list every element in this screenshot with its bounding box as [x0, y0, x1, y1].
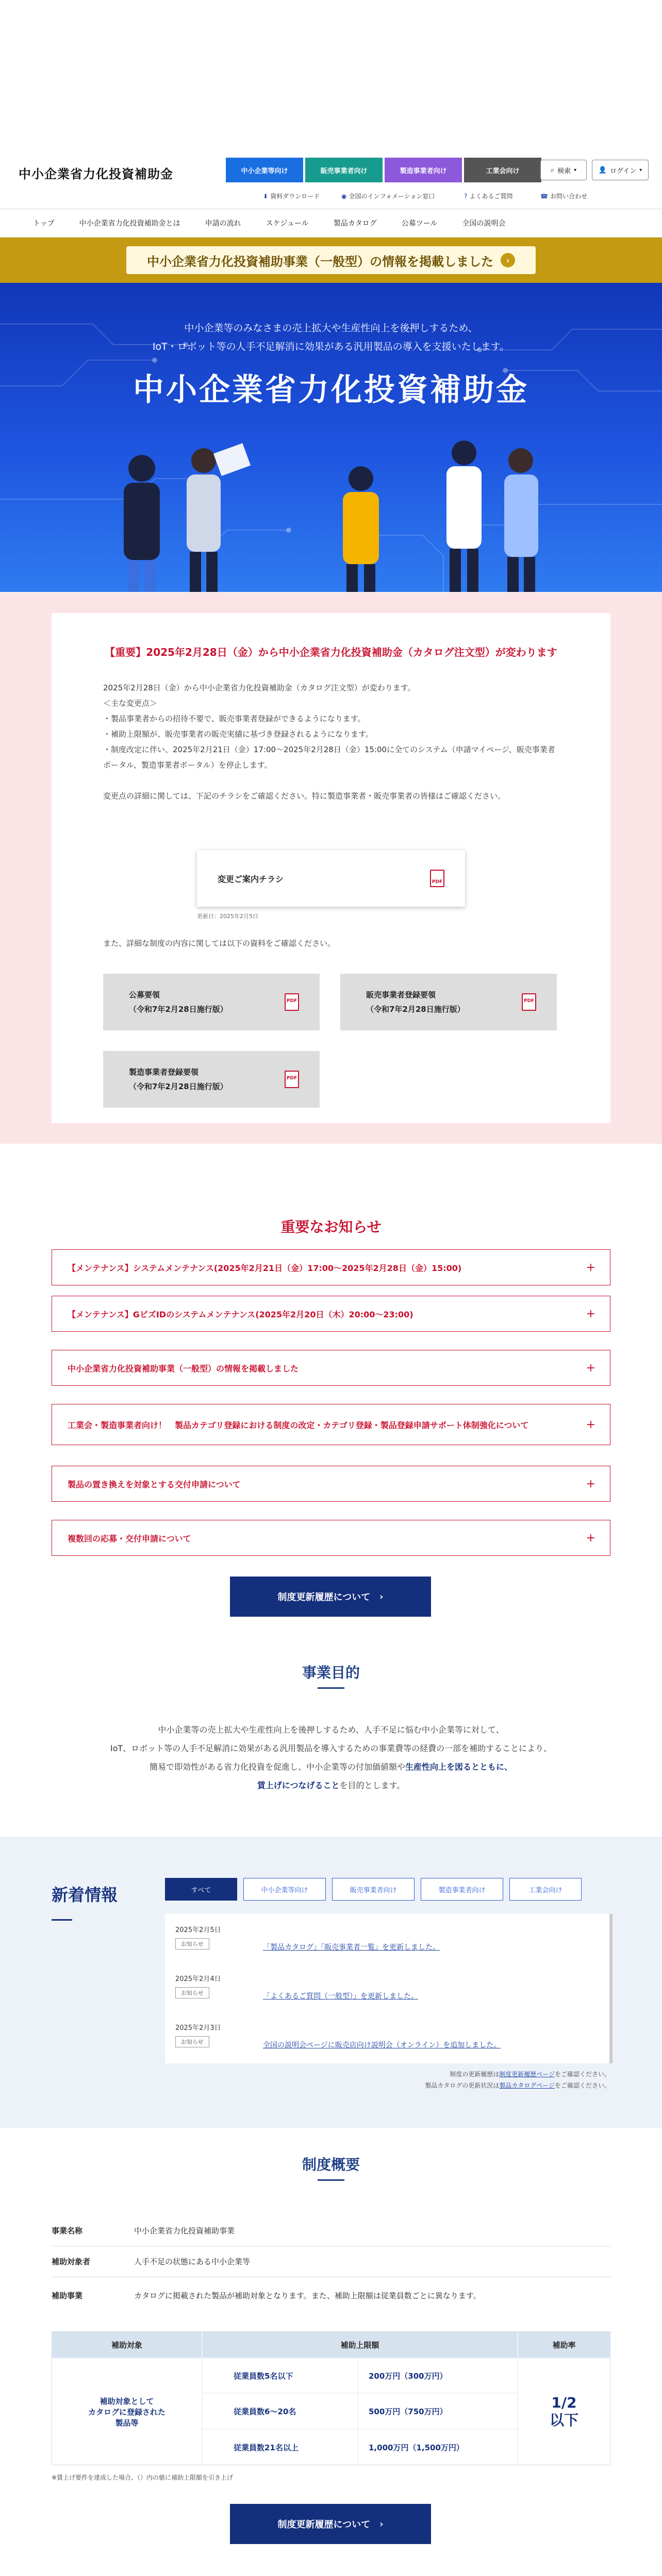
overview-value: カタログに掲載された製品が補助対象となります。また、補助上限額は従業員数ごとに異なります。: [134, 2291, 481, 2300]
purpose-title: 事業目的: [302, 1664, 360, 1681]
title-underline: [52, 1919, 72, 1921]
doc-version: （令和7年2月28日施行版）: [129, 1082, 228, 1091]
news-link[interactable]: 「製品カタログ」「販売事業者一覧」を更新しました。: [263, 1943, 440, 1952]
table-header: 補助上限額: [203, 2332, 517, 2358]
hero-lead-line: IoT・ロボット等の人手不足解消に効果がある汎用製品の導入を支援いたします。: [152, 341, 510, 352]
foot-text: 制度の更新履歴は: [450, 2071, 500, 2078]
revision-history-button-2[interactable]: [230, 2504, 431, 2544]
important-item[interactable]: [52, 1466, 610, 1502]
doc-label: [129, 1065, 228, 1094]
chevron-down-icon: ▾: [639, 167, 642, 173]
pdf-icon: [430, 870, 444, 887]
body-line: ・製品事業者からの招待不要で、販売事業者登録ができるようになります。: [103, 714, 366, 723]
doc-name: 製造事業者登録要領: [129, 1067, 199, 1077]
body-line: ＜主な変更点＞: [103, 699, 158, 708]
pdf-icon: [285, 1071, 299, 1088]
notice-banner: [0, 238, 662, 283]
arrow-right-icon: ›: [379, 2518, 384, 2530]
news-link[interactable]: 全国の説明会ページに販売店向け説明会（オンライン）を追加しました。: [263, 2041, 501, 2049]
change-notice-title: 【重要】2025年2月28日（金）から中小企業省力化投資補助金（カタログ注文型）が変わります: [105, 646, 557, 658]
news-tab-maker[interactable]: 製造事業者向け: [421, 1878, 503, 1901]
important-item[interactable]: [52, 1520, 610, 1556]
overview-key: 事業名称: [52, 2226, 83, 2235]
doc-label: [129, 988, 228, 1016]
gnav-item-seminars[interactable]: 全国の説明会: [462, 219, 506, 228]
change-notice-card: [52, 613, 610, 1123]
news-link[interactable]: 「よくあるご質問（一般型）」を更新しました。: [263, 1992, 418, 2001]
news-filter-tabs: [165, 1878, 582, 1901]
doc-version: （令和7年2月28日施行版）: [129, 1005, 228, 1014]
news-list[interactable]: [165, 1914, 613, 2063]
title-underline: [318, 1687, 344, 1689]
table-cell-staff: 従業員数6〜20名: [203, 2394, 357, 2429]
flyer-update-date: 更新日：2025年2月5日: [197, 913, 258, 920]
hero-title: 中小企業省力化投資補助金: [133, 372, 529, 408]
plus-icon: +: [586, 1531, 595, 1545]
plus-icon: +: [586, 1361, 595, 1375]
login-button[interactable]: [592, 160, 649, 180]
revision-history-link[interactable]: 制度更新履歴ページ: [499, 2071, 555, 2078]
news-item: [175, 1973, 598, 2001]
purpose-line: IoT、ロボット等の人手不足解消に効果がある汎用製品を導入するための事業費等の経費の一部を補助することにより、: [110, 1743, 552, 1753]
table-cell-limit: 200万円（300万円）: [358, 2359, 517, 2393]
doc-name: 公募要領: [129, 990, 160, 999]
util-link-label: お問い合わせ: [550, 193, 587, 200]
plus-icon: +: [586, 1477, 595, 1490]
doc-download-koubo[interactable]: [103, 974, 320, 1030]
news-section: [0, 1837, 662, 2128]
news-footnote: [425, 2069, 610, 2091]
overview-value: 人手不足の状態にある中小企業等: [134, 2257, 251, 2266]
news-tab-sme[interactable]: 中小企業等向け: [243, 1878, 326, 1901]
table-cell-limit: 500万円（750万円）: [358, 2394, 517, 2429]
util-link-info-desk[interactable]: [341, 192, 435, 200]
search-button[interactable]: [540, 160, 587, 180]
news-date: 2025年2月5日: [175, 1926, 221, 1934]
table-cell-staff: 従業員数21名以上: [203, 2430, 357, 2465]
news-date: 2025年2月3日: [175, 2024, 221, 2032]
pdf-icon: [285, 993, 299, 1011]
flyer-label: 変更ご案内チラシ: [218, 874, 284, 884]
flyer-download-button[interactable]: [197, 850, 465, 907]
gnav-item-catalog[interactable]: 製品カタログ: [333, 219, 377, 228]
overview-title: 制度概要: [302, 2156, 360, 2173]
util-link-faq[interactable]: [464, 192, 512, 200]
audience-tab-association[interactable]: 工業会向け: [464, 158, 541, 182]
notice-banner-text: 中小企業省力化投資補助事業（一般型）の情報を掲載しました: [147, 254, 493, 269]
foot-text: をご確認ください。: [554, 2071, 610, 2078]
overview-row: [52, 2277, 610, 2313]
util-link-label: 資料ダウンロード: [270, 193, 320, 200]
revision-history-button[interactable]: [230, 1577, 431, 1617]
audience-tab-sme[interactable]: 中小企業等向け: [226, 158, 303, 182]
important-item[interactable]: [52, 1350, 610, 1386]
foot-text: をご確認ください。: [554, 2082, 610, 2089]
foot-text: 製品カタログの更新状況は: [425, 2082, 500, 2089]
table-header: 補助率: [518, 2332, 610, 2358]
purpose-line: [0, 1758, 662, 1776]
arrow-right-icon: ›: [379, 1591, 384, 1602]
news-tab-all[interactable]: すべて: [165, 1878, 237, 1901]
body-spacer: [103, 773, 557, 788]
body-line: 2025年2月28日（金）から中小企業省力化投資補助金（カタログ注文型）が変わります。: [103, 683, 416, 692]
util-link-label: 全国のインフォメーション窓口: [349, 193, 435, 200]
news-badge: お知らせ: [175, 1987, 209, 1998]
news-item: [175, 1924, 598, 1950]
doc-version: （令和7年2月28日施行版）: [366, 1005, 465, 1014]
purpose-line: [0, 1776, 662, 1795]
catalog-link[interactable]: 製品カタログページ: [499, 2082, 555, 2089]
body-line: ・補助上限額が、販売事業者の販売実績に基づき登録されるようになります。: [103, 730, 373, 739]
important-item[interactable]: [52, 1296, 610, 1332]
person-figure: [343, 466, 379, 592]
hero-lead-line: 中小企業等のみなさまの売上拡大や生産性向上を後押しするため、: [184, 323, 478, 334]
pdf-icon-label: PDF: [432, 879, 443, 885]
search-label: 検索: [557, 167, 571, 175]
doc-name: 販売事業者登録要領: [366, 990, 436, 999]
person-figure: [124, 455, 160, 592]
overview-key: 補助対象者: [52, 2257, 91, 2266]
gnav-item-schedule[interactable]: スケジュール: [266, 219, 309, 228]
doc-download-maker[interactable]: [103, 1051, 320, 1108]
news-item: [175, 2022, 598, 2047]
news-foot-line: [425, 2080, 610, 2091]
notice-banner-link[interactable]: [126, 246, 536, 274]
plus-icon: +: [586, 1307, 595, 1320]
person-figure: [187, 443, 251, 592]
news-tab-association[interactable]: 工業会向け: [509, 1878, 582, 1901]
people-illustration: [0, 406, 662, 592]
hero: [0, 283, 662, 592]
doc-label: [366, 988, 465, 1016]
news-date: 2025年2月4日: [175, 1975, 221, 1983]
site-logo[interactable]: 中小企業省力化投資補助金: [19, 167, 173, 181]
plus-icon: +: [586, 1261, 595, 1274]
docs-intro: また、詳細な制度の内容に関しては以下の資料をご確認ください。: [103, 939, 336, 948]
location-icon: ◉: [341, 192, 347, 200]
news-tab-seller[interactable]: 販売事業者向け: [332, 1878, 415, 1901]
phone-icon: ☎: [540, 192, 548, 200]
overview-note: ※賃上げ要件を達成した場合、（）内の値に補助上限額を引き上げ: [52, 2474, 234, 2481]
table-cell-staff: 従業員数5名以下: [203, 2359, 357, 2393]
purpose-text-plain: を目的とします。: [339, 1781, 405, 1790]
search-icon: ⌕: [550, 166, 555, 174]
news-title: 新着情報: [52, 1885, 118, 1905]
overview-row: [52, 2215, 610, 2246]
doc-download-seller[interactable]: [340, 974, 557, 1030]
news-foot-line: [425, 2069, 610, 2080]
important-item-label: 中小企業省力化投資補助事業（一般型）の情報を掲載しました: [68, 1363, 299, 1374]
audience-tab-maker[interactable]: 製造事業者向け: [385, 158, 462, 182]
purpose-text-bold: 生産性向上を図るとともに、: [405, 1762, 513, 1772]
overview-value: 中小企業省力化投資補助事業: [134, 2226, 235, 2235]
audience-tab-seller[interactable]: 販売事業者向け: [305, 158, 383, 182]
table-cell-rate: 1/2 以下: [518, 2359, 610, 2465]
news-badge: お知らせ: [175, 2036, 209, 2047]
pdf-icon: [522, 993, 536, 1011]
revision-history-label: 制度更新履歴について: [277, 1592, 371, 1603]
user-icon: 👤: [598, 166, 607, 174]
body-line: 変更点の詳細に関しては、下記のチラシをご確認ください。特に製造事業者・販売事業者の皆様はご確認ください。: [103, 791, 506, 801]
purpose-text-bold: 賃上げにつなげること: [257, 1781, 340, 1790]
arrow-right-icon: ›: [501, 253, 515, 267]
table-cell-limit: 1,000万円（1,500万円）: [358, 2430, 517, 2465]
pdf-icon-label: PDF: [523, 998, 535, 1004]
important-item-label: 【メンテナンス】システムメンテナンス(2025年2月21日（金）17:00〜2025年2月28日（金）15:00): [68, 1263, 462, 1273]
important-item[interactable]: [52, 1249, 610, 1285]
person-figure: [446, 440, 482, 592]
pdf-icon-label: PDF: [286, 998, 297, 1004]
overview-row: [52, 2246, 610, 2277]
title-underline: [318, 2179, 344, 2181]
news-badge: お知らせ: [175, 1938, 209, 1950]
gnav-item-top[interactable]: トップ: [33, 219, 55, 228]
util-link-download[interactable]: [263, 192, 320, 200]
global-nav: [0, 209, 662, 238]
table-header: 補助対象: [52, 2332, 202, 2358]
download-icon: ⬇: [263, 192, 269, 200]
person-figure: [504, 448, 538, 592]
table-cell-target: 補助対象として カタログに登録された 製品等: [52, 2359, 202, 2465]
important-item-label: 【メンテナンス】GビズIDのシステムメンテナンス(2025年2月20日（木）20:00〜23:00): [68, 1309, 413, 1319]
site-header: [0, 0, 662, 200]
body-line: ・制度改定に伴い、2025年2月21日（金）17:00〜2025年2月28日（金）15:00に全てのシステム（申請マイページ、販売事業者ポータル、製造事業者ポータル）を停止します。: [103, 745, 555, 770]
chevron-down-icon: ▾: [574, 167, 577, 173]
important-item-label: 製品の置き換えを対象とする交付申請について: [68, 1479, 241, 1489]
audience-tabs: [226, 158, 541, 182]
hero-lead: [0, 319, 662, 356]
important-item-label: 工業会・製造事業者向け！ 製品カテゴリ登録における制度の改定・カテゴリ登録・製品登録申請サポート体制強化について: [68, 1420, 529, 1430]
gnav-item-about[interactable]: 中小企業省力化投資補助金とは: [79, 219, 180, 228]
util-link-label: よくあるご質問: [469, 193, 513, 200]
plus-icon: +: [586, 1418, 595, 1431]
util-link-contact[interactable]: [540, 192, 587, 200]
purpose-text-plain: 簡易で即効性がある省力化投資を促進し、中小企業等の付加価値額や: [149, 1762, 405, 1772]
pdf-icon-label: PDF: [286, 1076, 297, 1081]
revision-history-label: 制度更新履歴について: [277, 2519, 371, 2530]
overview-key: 補助事業: [52, 2291, 83, 2300]
change-notice-body: [103, 680, 557, 804]
subsidy-table: [52, 2331, 610, 2465]
question-icon: ?: [464, 192, 468, 200]
important-title: 重要なお知らせ: [280, 1218, 382, 1235]
purpose-text: [0, 1721, 662, 1795]
important-item-label: 複数回の応募・交付申請について: [68, 1533, 191, 1544]
gnav-item-flow[interactable]: 申請の流れ: [205, 219, 241, 228]
important-item[interactable]: [52, 1404, 610, 1445]
login-label: ログイン: [609, 167, 637, 175]
gnav-item-tools[interactable]: 公募ツール: [401, 219, 438, 228]
purpose-line: 中小企業等の売上拡大や生産性向上を後押しするため、人手不足に悩む中小企業等に対して、: [158, 1725, 504, 1735]
